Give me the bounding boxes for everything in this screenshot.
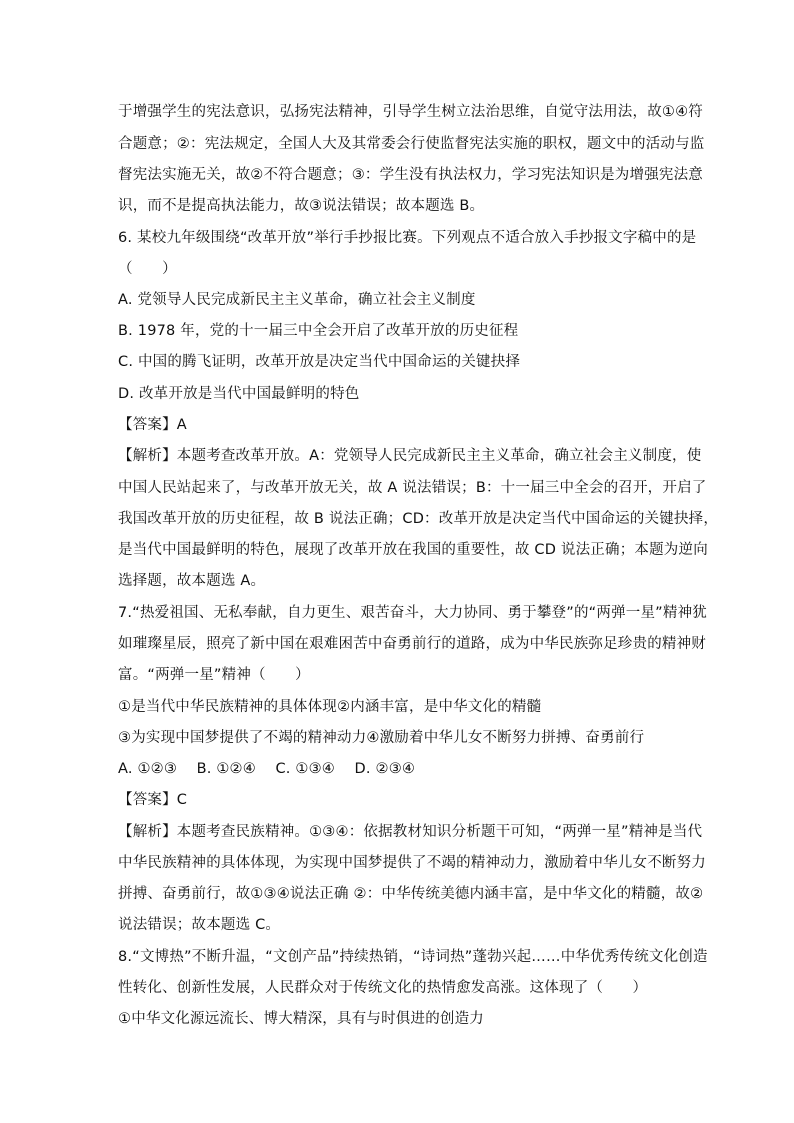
analysis-text: 中国人民站起来了，与改革开放无关，故 A 说法错误；B：十一届三中全会的召开，开启了	[118, 480, 707, 496]
analysis-text: 是当代中国最鲜明的特色，展现了改革开放在我国的重要性，故 CD 说法正确；本题为逆向	[118, 542, 708, 558]
analysis-text: 选择题，故本题选 A。	[118, 573, 266, 589]
text-line: 合题意；②：宪法规定，全国人大及其常委会行使监督宪法实施的职权，题文中的活动与监	[118, 136, 705, 152]
text-line: 于增强学生的宪法意识，弘扬宪法精神，引导学生树立法治思维，自觉守法用法，故①④符	[118, 104, 703, 120]
question-6-option-a: A. 党领导人民完成新民主主义革命，确立社会主义制度	[118, 292, 476, 308]
question-7-stem: 7.“热爱祖国、无私奉献，自力更生、艰苦奋斗，大力协同、勇于攀登”的“两弹一星”精神犹	[118, 605, 707, 621]
answer-label: 【答案】C	[118, 792, 188, 808]
question-7-statements: ①是当代中华民族精神的具体体现②内涵丰富，是中华文化的精髓	[118, 699, 542, 715]
question-6-bracket: （ ）	[118, 261, 177, 277]
analysis-text: 【解析】本题考查民族精神。①③④：依据教材知识分析题干可知，“两弹一星”精神是当代	[118, 824, 703, 840]
analysis-text: 【解析】本题考查改革开放。A：党领导人民完成新民主主义革命，确立社会主义制度，使	[118, 448, 702, 464]
analysis-text: 中华民族精神的具体体现，为实现中国梦提供了不竭的精神动力，激励着中华儿女不断努力	[118, 855, 706, 871]
question-8-stem: 性转化、创新性发展，人民群众对于传统文化的热情愈发高涨。这体现了（ ）	[118, 980, 648, 996]
question-6-stem: 6. 某校九年级围绕“改革开放”举行手抄报比赛。下列观点不适合放入手抄报文字稿中的是	[118, 230, 697, 246]
question-6-option-c: C. 中国的腾飞证明，改革开放是决定当代中国命运的关键抉择	[118, 354, 521, 370]
question-7-statements: ③为实现中国梦提供了不竭的精神动力④激励着中华儿女不断努力拼搏、奋勇前行	[118, 730, 645, 746]
answer-label: 【答案】A	[118, 417, 187, 433]
question-6-option-b: B. 1978 年，党的十一届三中全会开启了改革开放的历史征程	[118, 323, 519, 339]
text-line: 识，而不是提高执法能力，故③说法错误；故本题选 B。	[118, 198, 485, 214]
text-line: 督宪法实施无关，故②不符合题意；③：学生没有执法权力，学习宪法知识是为增强宪法意	[118, 167, 703, 183]
question-6-option-d: D. 改革开放是当代中国最鲜明的特色	[118, 386, 360, 402]
question-8-stem: 8.“文博热”不断升温，“文创产品”持续热销，“诗词热”蓬勃兴起……中华优秀传统文化创造	[118, 949, 708, 965]
analysis-text: 拼搏、奋勇前行，故①③④说法正确 ②：中华传统美德内涵丰富，是中华文化的精髓，故②	[118, 886, 704, 902]
question-7-stem: 富。“两弹一星”精神（ ）	[118, 667, 310, 683]
question-7-options: A. ①②③ B. ①②④ C. ①③④ D. ②③④	[118, 761, 416, 777]
question-7-stem: 如璀璨星辰，照亮了新中国在艰难困苦中奋勇前行的道路，成为中华民族弥足珍贵的精神财	[118, 636, 706, 652]
analysis-text: 我国改革开放的历史征程，故 B 说法正确；CD：改革开放是决定当代中国命运的关键抉择，	[118, 511, 719, 527]
analysis-text: 说法错误；故本题选 C。	[118, 917, 281, 933]
question-8-statement: ①中华文化源远流长、博大精深，具有与时俱进的创造力	[118, 1011, 484, 1027]
